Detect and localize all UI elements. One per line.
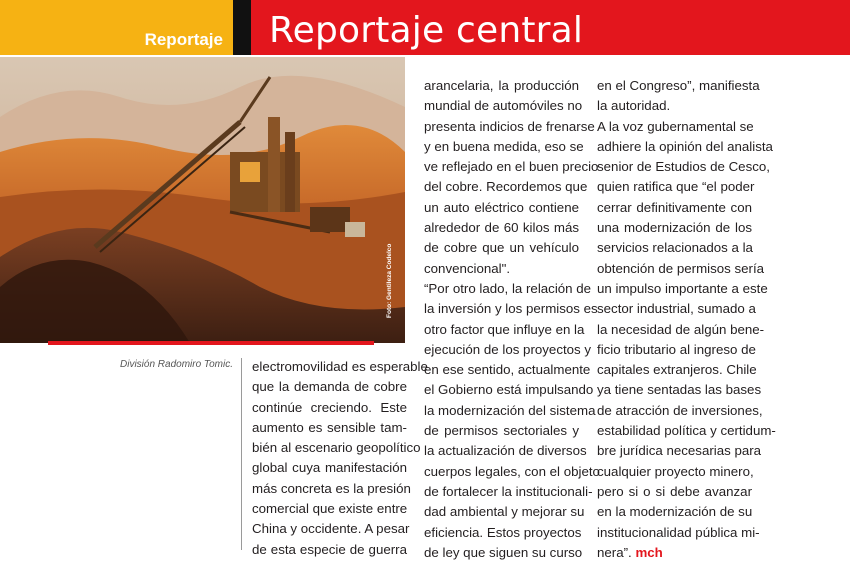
header-divider [233,0,251,55]
text-line: la autoridad. [597,98,671,114]
text-line: de cobre que un vehículo [424,240,579,256]
text-line: nera”. mch [597,544,663,560]
caption-divider [241,358,242,550]
text-line: un auto eléctrico contiene [424,199,579,215]
text-line: alrededor de 60 kilos más [424,220,579,236]
text-line: bién al escenario geopolítico [252,440,421,456]
text-line: China y occidente. A pesar [252,521,410,537]
text-line: eficiencia. Estos proyectos [424,524,582,540]
text-line: en ese sentido, actualmente [424,362,591,378]
text-line: dad ambiental y mejorar su [424,504,585,520]
text-line: aumento es sensible tam- [252,419,407,435]
text-line: continúe creciendo. Este [252,399,407,415]
section-label: Reportaje [144,30,223,49]
text-line: A la voz gubernamental se [597,118,754,134]
header-banner [251,0,850,55]
text-line: un impulso importante a este [597,280,768,296]
text-line: servicios relacionados a la [597,240,753,256]
text-line: ya tiene sentadas las bases [597,382,762,398]
text-line: “Por otro lado, la relación de [424,280,592,296]
end-mark-logo: mch [635,544,663,560]
text-line: quien ratifica que “el poder [597,179,755,195]
text-line: adhiere la opinión del analista [597,138,773,154]
text-line: una modernización de los [597,220,752,236]
text-line: institucionalidad pública mi- [597,524,760,540]
text-line: otro factor que influye en la [424,321,585,337]
text-line: arancelaria, la producción [424,78,579,93]
text-line: de ley que siguen su curso [424,544,583,560]
text-line: estabilidad política y certidum- [597,423,776,439]
text-line: de esta especie de guerra [252,541,407,557]
text-line: la inversión y los permisos es [424,301,598,317]
text-line: global cuya manifestación [252,460,407,476]
photo-credit: Foto: Gentileza Codelco [386,243,393,318]
text-line: cuerpos legales, con el objeto [424,463,600,479]
text-line: pero si o si debe avanzar [597,483,752,499]
text-line: bre jurídica necesarias para [597,443,762,459]
text-line: ficio tributario al ingreso de [597,341,756,357]
red-accent-bar [48,341,374,345]
section-tab [0,0,233,55]
text-line: electromovilidad es esperable [252,359,428,374]
text-line: capitales extranjeros. Chile [597,362,757,378]
text-line: en el Congreso”, manifiesta [597,78,760,93]
text-line: sector industrial, sumado a [597,301,756,317]
mine-photo [0,57,405,343]
text-line: ve reflejado en el buen precio [424,159,599,175]
text-line: de permisos sectoriales y [424,423,579,439]
text-line: y en buena medida, eso se [424,138,584,154]
text-column-3 [597,76,776,563]
text-line: senior de Estudios de Cesco, [597,159,770,175]
text-line: más concreta es la presión [252,480,411,496]
text-line: ejecución de los proyectos y [424,341,592,357]
photo-caption: División Radomiro Tomic. [120,359,233,370]
text-line: comercial que existe entre [252,501,408,517]
text-line: en la modernización de su [597,504,753,520]
text-line: de fortalecer la institucionali- [424,483,593,499]
text-line: que la demanda de cobre [252,379,407,395]
text-line: obtención de permisos sería [597,260,765,276]
text-line: cerrar definitivamente con [597,199,752,215]
text-line: del cobre. Recordemos que [424,179,588,195]
text-line: la modernización del sistema [424,402,596,418]
text-line: convencional". [424,260,511,276]
mine-conveyor-illustration [0,57,405,343]
text-line: mundial de automóviles no [424,98,583,114]
text-line: presenta indicios de frenarse [424,118,595,134]
text-line: el Gobierno está impulsando [424,382,594,398]
text-column-2 [424,76,600,563]
text-column-1 [252,357,428,560]
text-line: cualquier proyecto minero, [597,463,754,479]
text-line: la actualización de diversos [424,443,587,459]
text-line: de atracción de inversiones, [597,402,763,418]
page-title: Reportaje central [269,10,584,51]
text-line: la necesidad de algún bene- [597,321,765,337]
